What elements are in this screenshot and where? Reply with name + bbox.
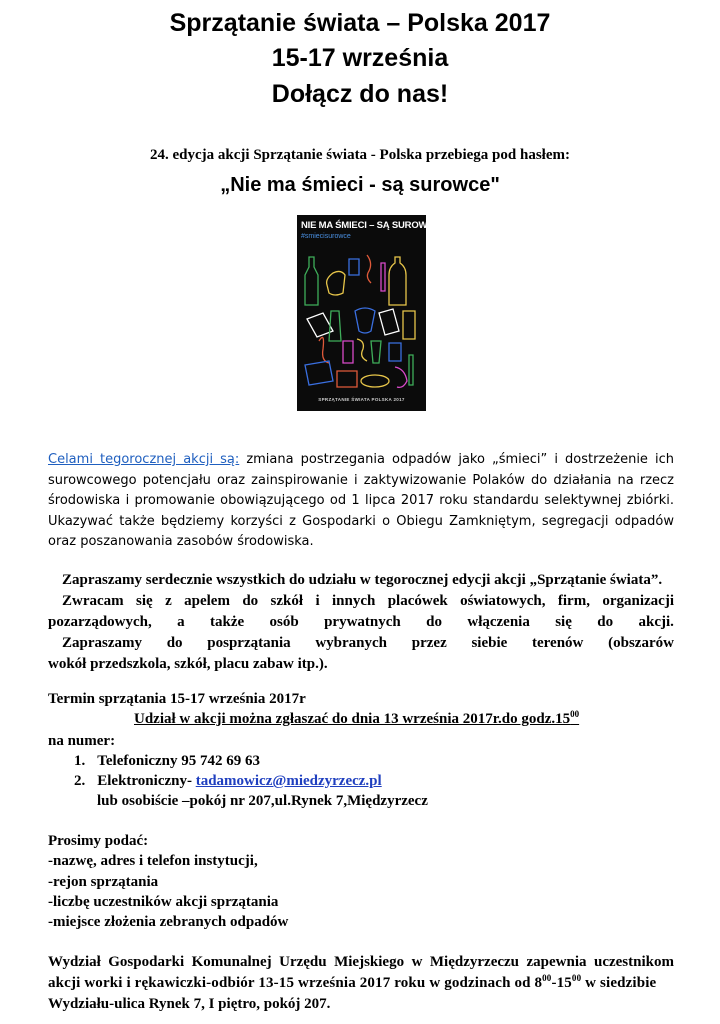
email-label: Elektroniczny- — [97, 773, 196, 789]
word: prywatnych — [324, 614, 401, 630]
word: i — [315, 593, 320, 609]
word: do — [597, 614, 614, 630]
word: firm, — [557, 593, 590, 609]
word: apelem — [184, 593, 230, 609]
word: a — [177, 614, 185, 630]
request-item: -liczbę uczestników akcji sprzątania — [48, 894, 279, 910]
page-title: Sprzątanie świata – Polska 2017 — [169, 9, 551, 37]
word: przez — [411, 635, 447, 651]
request-item: -rejon sprzątania — [48, 874, 159, 890]
page-subtitle-dates: 15-17 września — [271, 44, 449, 72]
goals-text: zmiana postrzegania odpadów jako „śmieci” i dostrzeżenie ich surowcowego potencjału oraz zainspirowanie i zaktywizowanie Polaków do działania na rzecz środowiska i promowanie obowiązującego od 1 lipca 2017 roku standardu selektywnej zbiórki. Ukazywać także będziemy korzyści z Gospodarki o Obiegu Zamkniętym, segregacji odpadów oraz poszanowania zasobów środowiska. — [48, 452, 674, 550]
item-number: 1. — [74, 753, 86, 769]
invite-line-4 — [48, 635, 674, 652]
word: Wydział — [48, 954, 101, 970]
word: pozarządowych, — [48, 614, 152, 630]
word: Zwracam — [62, 593, 124, 609]
word: uczestnikom — [593, 954, 674, 970]
word: włączenia — [467, 614, 530, 630]
word: siebie — [471, 635, 508, 651]
campaign-poster — [297, 215, 441, 411]
signup-text: Udział w akcji można zgłaszać do dnia 13 września 2017r.do godz.15 — [134, 711, 571, 727]
footer-line-2-pre: akcji worki i rękawiczki-odbiór 13-15 września 2017 roku w godzinach od 8 — [48, 975, 543, 991]
term-text: Termin sprzątania 15-17 września 2017r — [48, 691, 306, 707]
signup-deadline — [134, 711, 579, 728]
in-person-text: lub osobiście –pokój nr 207,ul.Rynek 7,Międzyrzecz — [97, 793, 428, 809]
email-link[interactable]: tadamowicz@miedzyrzecz.pl — [195, 773, 382, 789]
intro-text: 24. edycja akcji Sprzątanie świata - Polska przebiega pod hasłem: — [150, 147, 570, 163]
goals-paragraph — [48, 450, 674, 553]
request-item: -nazwę, adres i telefon instytucji, — [48, 853, 258, 869]
footer-sup: 00 — [571, 973, 582, 983]
phone-text: Telefoniczny 95 742 69 63 — [97, 753, 261, 769]
word: innych — [331, 593, 376, 609]
word: szkół — [270, 593, 304, 609]
number-label: na numer: — [48, 733, 116, 749]
request-item: -miejsce złożenia zebranych odpadów — [48, 914, 289, 930]
contact-item-email — [74, 773, 382, 790]
word: Urzędu — [279, 954, 327, 970]
poster-hashtag: #smieci​surowce — [301, 233, 351, 240]
word: w — [411, 954, 423, 970]
word: także — [210, 614, 245, 630]
goals-lead[interactable]: Celami tegorocznej akcji są: — [48, 452, 240, 467]
invite-line-5: wokół przedszkola, szkół, placu zabaw itp.). — [48, 656, 328, 672]
word: się — [136, 593, 153, 609]
poster-waste-illustration — [297, 215, 426, 411]
word: się — [555, 614, 572, 630]
word: (obszarów — [608, 635, 674, 651]
word: Komunalnej — [191, 954, 272, 970]
request-heading: Prosimy podać: — [48, 833, 149, 849]
word: placówek — [387, 593, 448, 609]
word: zapewnia — [526, 954, 587, 970]
word: organizacji — [602, 593, 674, 609]
word: z — [165, 593, 172, 609]
invite-line-1: Zapraszamy serdecznie wszystkich do udziału w tegorocznej edycji akcji „Sprzątanie świata”. — [62, 572, 663, 588]
word: do — [166, 635, 183, 651]
signup-sup: 00 — [570, 709, 580, 719]
footer-line-3: Wydziału-ulica Rynek 7, I piętro, pokój 207. — [48, 996, 331, 1012]
invite-line-3 — [48, 614, 674, 631]
slogan: „Nie ma śmieci - są surowce" — [220, 174, 500, 196]
word: osób — [269, 614, 299, 630]
word: Zapraszamy — [62, 635, 142, 651]
poster-footer: SPRZĄTANIE ŚWIATA POLSKA 2017 — [318, 397, 405, 402]
word: Gospodarki — [108, 954, 185, 970]
footer-line-2-mid: -15 — [551, 975, 572, 991]
word: do — [242, 593, 259, 609]
word: do — [426, 614, 442, 630]
item-number: 2. — [74, 773, 86, 789]
word: Miejskiego — [334, 954, 405, 970]
footer-sup: 00 — [542, 973, 552, 983]
word: Międzyrzeczu — [429, 954, 520, 970]
poster-headline: NIE MA ŚMIECI – SĄ SUROWCE — [301, 220, 441, 231]
word: wybranych — [315, 635, 388, 651]
page-subtitle-join: Dołącz do nas! — [271, 80, 449, 108]
word: terenów — [532, 635, 584, 651]
footer-line-2-post: w siedzibie — [581, 975, 657, 991]
word: akcji. — [638, 614, 674, 630]
invite-line-2 — [48, 593, 674, 610]
contact-item-phone — [74, 753, 260, 770]
footer-line-2 — [48, 975, 656, 992]
footer-line-1 — [48, 954, 674, 971]
word: oświatowych, — [460, 593, 546, 609]
word: posprzątania — [207, 635, 291, 651]
